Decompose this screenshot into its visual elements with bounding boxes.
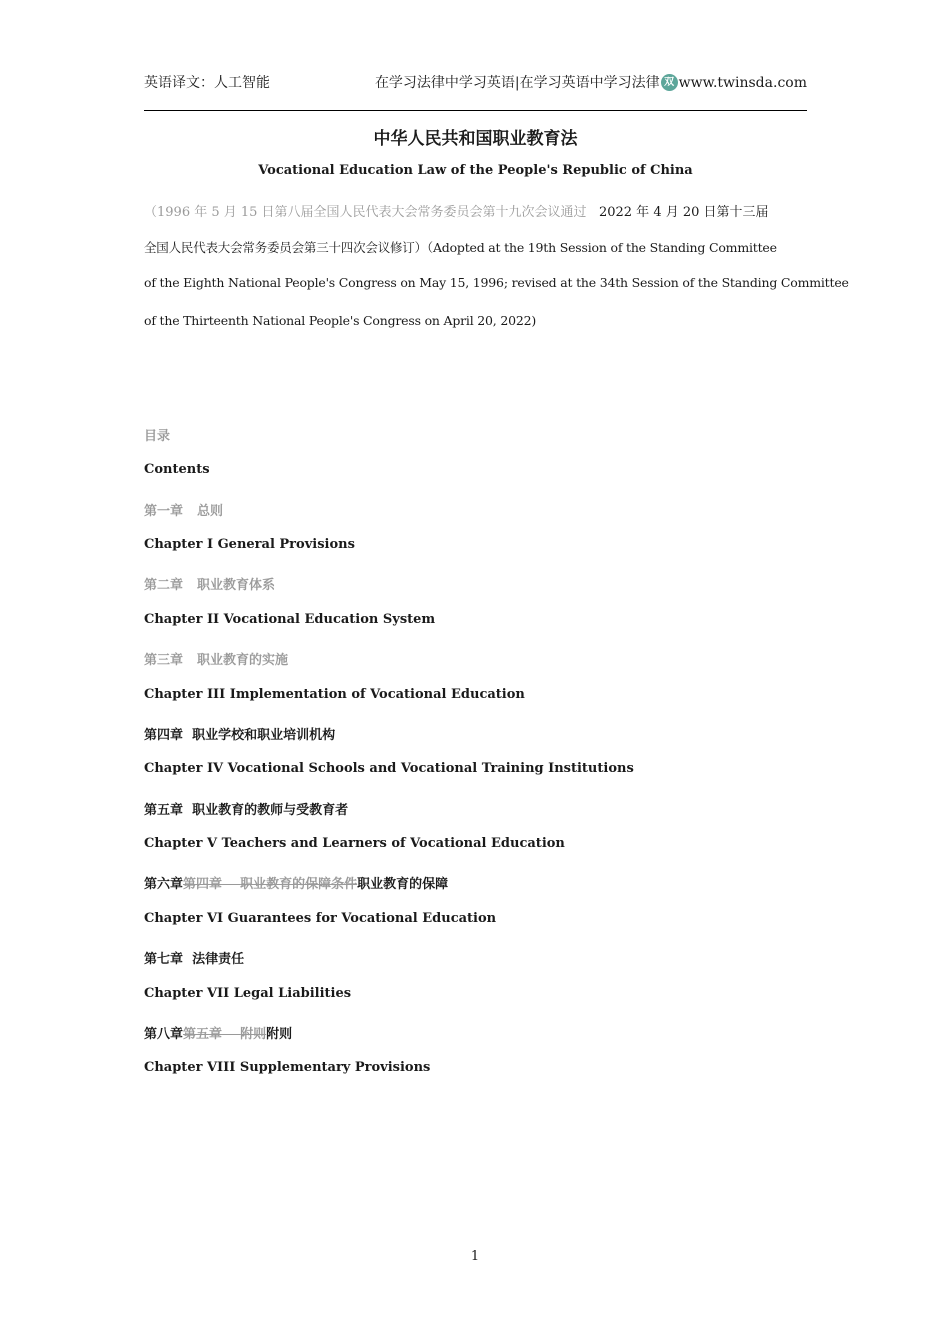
toc-chapter-2-en: Chapter II Vocational Education System — [144, 612, 436, 627]
toc-chapter-6-en: Chapter VI Guarantees for Vocational Education — [144, 911, 497, 926]
toc-chapter-title: 职业教育体系 — [197, 578, 276, 593]
document-title-en: Vocational Education Law of the People's Republic of China — [258, 163, 693, 178]
toc-chapter-8-en: Chapter VIII Supplementary Provisions — [144, 1060, 431, 1075]
toc-chapter-2-zh — [144, 574, 275, 593]
toc-chapter-title: 附则 — [266, 1027, 293, 1042]
toc-deleted-number: 第五章 附则 — [183, 1027, 267, 1042]
toc-chapter-title: 职业教育的实施 — [197, 653, 289, 668]
adoption-note-revision: 2022 年 4 月 20 日第十三届 — [598, 205, 769, 220]
toc-chapter-1-en: Chapter I General Provisions — [144, 537, 355, 552]
toc-chapter-number: 第三章 — [144, 653, 184, 668]
toc-chapter-4-en: Chapter IV Vocational Schools and Vocational Training Institutions — [144, 761, 634, 776]
toc-chapter-5-zh — [144, 799, 348, 818]
toc-chapter-4-zh — [144, 724, 335, 743]
toc-chapter-title: 职业教育的保障 — [357, 877, 449, 892]
header-site-url: www.twinsda.com — [678, 75, 807, 91]
header-left-text: 英语译文：人工智能 — [144, 75, 270, 91]
toc-chapter-1-zh — [144, 500, 223, 519]
toc-chapter-number: 第六章 — [144, 877, 184, 892]
contents-heading-zh: 目录 — [144, 429, 171, 444]
toc-chapter-5-en: Chapter V Teachers and Learners of Vocational Education — [144, 836, 565, 851]
page-header — [144, 72, 807, 94]
toc-chapter-3-en: Chapter III Implementation of Vocational Education — [144, 687, 525, 702]
header-slogan: 在学习法律中学习英语|在学习英语中学习法律 — [374, 75, 660, 91]
adoption-note-grey: （1996 年 5 月 15 日第八届全国人民代表大会常务委员会第十九次会议通过 — [144, 205, 587, 220]
document-title-zh: 中华人民共和国职业教育法 — [373, 129, 578, 149]
toc-chapter-number: 第二章 — [144, 578, 184, 593]
header-divider — [144, 110, 807, 111]
adoption-note-line-3: of the Eighth National People's Congress on May 15, 1996; revised at the 34th Session of the Standing Committee — [144, 275, 849, 290]
toc-chapter-number: 第八章 — [144, 1027, 184, 1042]
toc-chapter-number: 第七章 — [144, 952, 184, 967]
page-number: 1 — [470, 1249, 480, 1264]
toc-deleted-number: 第四章 职业教育的保障条件 — [183, 877, 358, 892]
header-right — [375, 72, 807, 92]
toc-chapter-7-en: Chapter VII Legal Liabilities — [144, 986, 352, 1001]
adoption-note-line-4: of the Thirteenth National People's Congress on April 20, 2022) — [144, 313, 537, 328]
adoption-note-line-2: 全国人民代表大会常务委员会第三十四次会议修订）（Adopted at the 19th Session of the Standing Committee — [144, 240, 777, 255]
toc-chapter-title: 总则 — [197, 504, 224, 519]
toc-chapter-number: 第一章 — [144, 504, 184, 519]
toc-chapter-title: 职业教育的教师与受教育者 — [192, 803, 349, 818]
toc-chapter-title: 职业学校和职业培训机构 — [192, 728, 336, 743]
contents-heading-en: Contents — [144, 462, 210, 477]
toc-chapter-7-zh — [144, 948, 244, 967]
toc-chapter-number: 第五章 — [144, 803, 184, 818]
twinsda-logo-icon: 双 — [661, 74, 678, 91]
adoption-note-line-1 — [144, 201, 807, 220]
toc-chapter-number: 第四章 — [144, 728, 184, 743]
toc-chapter-8-zh — [144, 1023, 292, 1042]
toc-chapter-6-zh — [144, 873, 448, 892]
toc-chapter-title: 法律责任 — [192, 952, 245, 967]
toc-chapter-3-zh — [144, 649, 288, 668]
